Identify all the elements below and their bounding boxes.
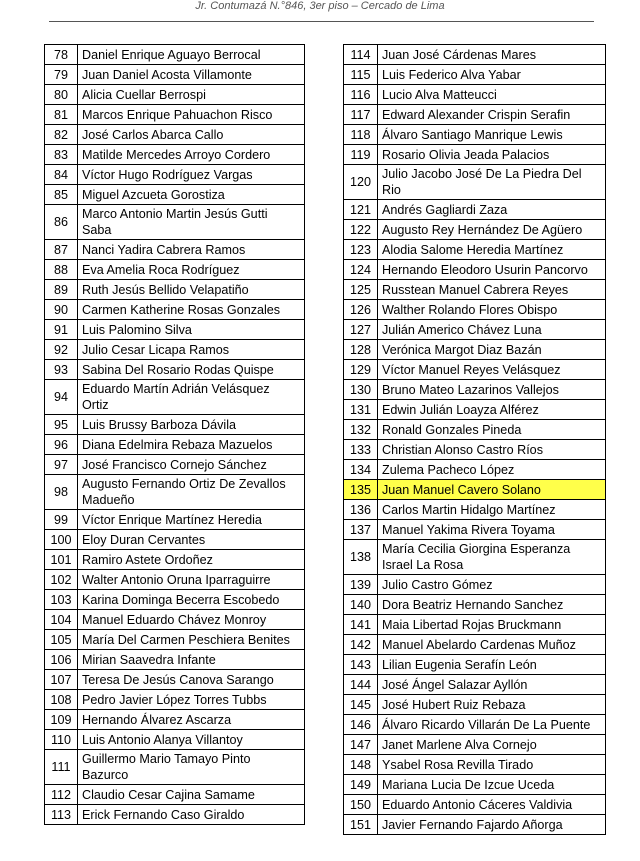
row-number: 141 bbox=[344, 615, 378, 635]
table-row bbox=[45, 750, 305, 785]
row-number: 109 bbox=[45, 710, 78, 730]
row-number: 131 bbox=[344, 400, 378, 420]
row-number: 92 bbox=[45, 340, 78, 360]
row-number: 118 bbox=[344, 125, 378, 145]
row-number: 121 bbox=[344, 200, 378, 220]
member-name: Rosario Olivia Jeada Palacios bbox=[378, 145, 606, 165]
header-rule bbox=[49, 21, 594, 22]
table-row bbox=[344, 655, 606, 675]
table-row bbox=[45, 650, 305, 670]
member-name: José Francisco Cornejo Sánchez bbox=[78, 455, 305, 475]
row-number: 84 bbox=[45, 165, 78, 185]
table-row bbox=[344, 145, 606, 165]
row-number: 95 bbox=[45, 415, 78, 435]
row-number: 143 bbox=[344, 655, 378, 675]
table-row bbox=[45, 415, 305, 435]
member-name bbox=[378, 165, 606, 200]
table-row bbox=[344, 260, 606, 280]
member-name: Nanci Yadira Cabrera Ramos bbox=[78, 240, 305, 260]
table-row bbox=[45, 45, 305, 65]
member-name: Janet Marlene Alva Cornejo bbox=[378, 735, 606, 755]
table-row bbox=[344, 400, 606, 420]
table-row bbox=[45, 205, 305, 240]
member-name: Lucio Alva Matteucci bbox=[378, 85, 606, 105]
row-number: 124 bbox=[344, 260, 378, 280]
member-name: Javier Fernando Fajardo Añorga bbox=[378, 815, 606, 835]
member-name: Lilian Eugenia Serafín León bbox=[378, 655, 606, 675]
member-name-line: Rio bbox=[382, 183, 401, 197]
member-name: Julio Cesar Licapa Ramos bbox=[78, 340, 305, 360]
member-name: Eloy Duran Cervantes bbox=[78, 530, 305, 550]
member-name-line: Bazurco bbox=[82, 768, 129, 782]
row-number: 129 bbox=[344, 360, 378, 380]
member-name: Matilde Mercedes Arroyo Cordero bbox=[78, 145, 305, 165]
member-name: Claudio Cesar Cajina Samame bbox=[78, 785, 305, 805]
table-row bbox=[45, 690, 305, 710]
member-name: Teresa De Jesús Canova Sarango bbox=[78, 670, 305, 690]
member-name: Sabina Del Rosario Rodas Quispe bbox=[78, 360, 305, 380]
row-number: 87 bbox=[45, 240, 78, 260]
row-number: 148 bbox=[344, 755, 378, 775]
table-row bbox=[344, 675, 606, 695]
member-name: Eva Amelia Roca Rodríguez bbox=[78, 260, 305, 280]
member-name: Carlos Martin Hidalgo Martínez bbox=[378, 500, 606, 520]
member-name: Luis Federico Alva Yabar bbox=[378, 65, 606, 85]
row-number: 117 bbox=[344, 105, 378, 125]
row-number: 128 bbox=[344, 340, 378, 360]
member-name: Daniel Enrique Aguayo Berrocal bbox=[78, 45, 305, 65]
row-number: 104 bbox=[45, 610, 78, 630]
table-row bbox=[344, 815, 606, 835]
member-name-line: María Cecilia Giorgina Esperanza bbox=[382, 542, 571, 556]
row-number: 99 bbox=[45, 510, 78, 530]
row-number: 140 bbox=[344, 595, 378, 615]
row-number: 142 bbox=[344, 635, 378, 655]
member-name-line: Marco Antonio Martin Jesús Gutti bbox=[82, 207, 268, 221]
member-name: Dora Beatriz Hernando Sanchez bbox=[378, 595, 606, 615]
table-row bbox=[344, 320, 606, 340]
table-row bbox=[45, 185, 305, 205]
table-row bbox=[344, 715, 606, 735]
member-name: María Del Carmen Peschiera Benites bbox=[78, 630, 305, 650]
row-number: 138 bbox=[344, 540, 378, 575]
member-name: Andrés Gagliardi Zaza bbox=[378, 200, 606, 220]
member-name-line: Augusto Fernando Ortiz De Zevallos bbox=[82, 477, 286, 491]
member-name-line: Eduardo Martín Adrián Velásquez bbox=[82, 382, 270, 396]
row-number: 93 bbox=[45, 360, 78, 380]
member-name: Juan Manuel Cavero Solano bbox=[378, 480, 606, 500]
member-name: Walther Rolando Flores Obispo bbox=[378, 300, 606, 320]
table-row bbox=[344, 360, 606, 380]
member-name: Luis Antonio Alanya Villantoy bbox=[78, 730, 305, 750]
row-number: 134 bbox=[344, 460, 378, 480]
member-name: Miguel Azcueta Gorostiza bbox=[78, 185, 305, 205]
member-name: Álvaro Santiago Manrique Lewis bbox=[378, 125, 606, 145]
table-row bbox=[45, 530, 305, 550]
member-name: Christian Alonso Castro Ríos bbox=[378, 440, 606, 460]
row-number: 102 bbox=[45, 570, 78, 590]
table-row bbox=[45, 670, 305, 690]
table-row bbox=[45, 610, 305, 630]
table-row bbox=[344, 65, 606, 85]
table-row bbox=[45, 300, 305, 320]
row-number: 123 bbox=[344, 240, 378, 260]
table-row bbox=[45, 280, 305, 300]
row-number: 82 bbox=[45, 125, 78, 145]
row-number: 88 bbox=[45, 260, 78, 280]
member-name: Erick Fernando Caso Giraldo bbox=[78, 805, 305, 825]
row-number: 133 bbox=[344, 440, 378, 460]
table-row bbox=[45, 165, 305, 185]
table-row bbox=[45, 590, 305, 610]
member-name: Hernando Álvarez Ascarza bbox=[78, 710, 305, 730]
member-name-line: Ortiz bbox=[82, 398, 109, 412]
table-row bbox=[45, 320, 305, 340]
member-name-line: Madueño bbox=[82, 493, 135, 507]
table-row bbox=[344, 165, 606, 200]
row-number: 103 bbox=[45, 590, 78, 610]
roster-table-left bbox=[44, 44, 305, 825]
member-name: Marcos Enrique Pahuachon Risco bbox=[78, 105, 305, 125]
row-number: 78 bbox=[45, 45, 78, 65]
row-number: 113 bbox=[45, 805, 78, 825]
row-number: 79 bbox=[45, 65, 78, 85]
member-name: Zulema Pacheco López bbox=[378, 460, 606, 480]
table-row bbox=[344, 480, 606, 500]
row-number: 125 bbox=[344, 280, 378, 300]
row-number: 139 bbox=[344, 575, 378, 595]
row-number: 80 bbox=[45, 85, 78, 105]
member-name: Augusto Rey Hernández De Agüero bbox=[378, 220, 606, 240]
table-row bbox=[344, 240, 606, 260]
member-name: Luis Brussy Barboza Dávila bbox=[78, 415, 305, 435]
table-row bbox=[344, 105, 606, 125]
row-number: 98 bbox=[45, 475, 78, 510]
table-row bbox=[45, 125, 305, 145]
row-number: 106 bbox=[45, 650, 78, 670]
member-name: Eduardo Antonio Cáceres Valdivia bbox=[378, 795, 606, 815]
member-name bbox=[378, 540, 606, 575]
row-number: 81 bbox=[45, 105, 78, 125]
member-name: Alodia Salome Heredia Martínez bbox=[378, 240, 606, 260]
member-name: José Hubert Ruiz Rebaza bbox=[378, 695, 606, 715]
row-number: 127 bbox=[344, 320, 378, 340]
row-number: 96 bbox=[45, 435, 78, 455]
member-name-line: Julio Jacobo José De La Piedra Del bbox=[382, 167, 582, 181]
member-name: Víctor Hugo Rodríguez Vargas bbox=[78, 165, 305, 185]
row-number: 122 bbox=[344, 220, 378, 240]
row-number: 151 bbox=[344, 815, 378, 835]
table-row bbox=[344, 795, 606, 815]
row-number: 116 bbox=[344, 85, 378, 105]
member-name: Manuel Yakima Rivera Toyama bbox=[378, 520, 606, 540]
member-name-line: Israel La Rosa bbox=[382, 558, 464, 572]
row-number: 132 bbox=[344, 420, 378, 440]
row-number: 144 bbox=[344, 675, 378, 695]
member-name: Alicia Cuellar Berrospi bbox=[78, 85, 305, 105]
table-row bbox=[344, 85, 606, 105]
table-row bbox=[45, 360, 305, 380]
table-row bbox=[344, 380, 606, 400]
table-row bbox=[45, 570, 305, 590]
row-number: 120 bbox=[344, 165, 378, 200]
roster-table-right bbox=[343, 44, 606, 835]
table-row bbox=[45, 710, 305, 730]
member-name: Edward Alexander Crispin Serafin bbox=[378, 105, 606, 125]
member-name: Ysabel Rosa Revilla Tirado bbox=[378, 755, 606, 775]
member-name: Bruno Mateo Lazarinos Vallejos bbox=[378, 380, 606, 400]
table-row bbox=[344, 755, 606, 775]
member-name bbox=[78, 475, 305, 510]
member-name: Juan José Cárdenas Mares bbox=[378, 45, 606, 65]
member-name: José Ángel Salazar Ayllón bbox=[378, 675, 606, 695]
row-number: 85 bbox=[45, 185, 78, 205]
member-name: Luis Palomino Silva bbox=[78, 320, 305, 340]
table-row bbox=[344, 280, 606, 300]
table-row bbox=[344, 775, 606, 795]
row-number: 136 bbox=[344, 500, 378, 520]
table-row bbox=[344, 635, 606, 655]
row-number: 101 bbox=[45, 550, 78, 570]
table-row bbox=[45, 510, 305, 530]
member-name: Víctor Manuel Reyes Velásquez bbox=[378, 360, 606, 380]
member-name: Edwin Julián Loayza Alférez bbox=[378, 400, 606, 420]
table-row bbox=[45, 805, 305, 825]
member-name: Manuel Abelardo Cardenas Muñoz bbox=[378, 635, 606, 655]
member-name: Diana Edelmira Rebaza Mazuelos bbox=[78, 435, 305, 455]
row-number: 146 bbox=[344, 715, 378, 735]
table-row bbox=[344, 440, 606, 460]
row-number: 111 bbox=[45, 750, 78, 785]
member-name: Julio Castro Gómez bbox=[378, 575, 606, 595]
table-row bbox=[344, 220, 606, 240]
member-name: Walter Antonio Oruna Iparraguirre bbox=[78, 570, 305, 590]
row-number: 112 bbox=[45, 785, 78, 805]
table-row bbox=[344, 125, 606, 145]
table-row bbox=[45, 380, 305, 415]
table-row bbox=[45, 630, 305, 650]
row-number: 135 bbox=[344, 480, 378, 500]
page-header-address: Jr. Contumazá N.°846, 3er piso – Cercado de Lima bbox=[195, 0, 445, 12]
table-row bbox=[344, 200, 606, 220]
member-name: Ramiro Astete Ordoñez bbox=[78, 550, 305, 570]
table-row bbox=[45, 435, 305, 455]
member-name bbox=[78, 750, 305, 785]
member-name-line: Guillermo Mario Tamayo Pinto bbox=[82, 752, 251, 766]
row-number: 108 bbox=[45, 690, 78, 710]
table-row bbox=[344, 540, 606, 575]
table-row bbox=[45, 475, 305, 510]
member-name: Verónica Margot Diaz Bazán bbox=[378, 340, 606, 360]
table-row bbox=[45, 105, 305, 125]
member-name: Julián Americo Chávez Luna bbox=[378, 320, 606, 340]
table-row bbox=[45, 455, 305, 475]
row-number: 105 bbox=[45, 630, 78, 650]
row-number: 100 bbox=[45, 530, 78, 550]
member-name: Hernando Eleodoro Usurin Pancorvo bbox=[378, 260, 606, 280]
row-number: 149 bbox=[344, 775, 378, 795]
table-row bbox=[344, 45, 606, 65]
table-row bbox=[45, 145, 305, 165]
table-row bbox=[45, 785, 305, 805]
member-name: Karina Dominga Becerra Escobedo bbox=[78, 590, 305, 610]
table-row bbox=[344, 595, 606, 615]
member-name: Álvaro Ricardo Villarán De La Puente bbox=[378, 715, 606, 735]
table-row bbox=[344, 615, 606, 635]
member-name: José Carlos Abarca Callo bbox=[78, 125, 305, 145]
member-name-line: Saba bbox=[82, 223, 112, 237]
row-number: 110 bbox=[45, 730, 78, 750]
table-row bbox=[344, 735, 606, 755]
row-number: 107 bbox=[45, 670, 78, 690]
member-name: Manuel Eduardo Chávez Monroy bbox=[78, 610, 305, 630]
row-number: 145 bbox=[344, 695, 378, 715]
row-number: 137 bbox=[344, 520, 378, 540]
table-row bbox=[45, 85, 305, 105]
member-name: Carmen Katherine Rosas Gonzales bbox=[78, 300, 305, 320]
table-row bbox=[45, 260, 305, 280]
member-name: Mariana Lucia De Izcue Uceda bbox=[378, 775, 606, 795]
table-row bbox=[344, 420, 606, 440]
table-row bbox=[344, 500, 606, 520]
row-number: 119 bbox=[344, 145, 378, 165]
table-row bbox=[344, 520, 606, 540]
row-number: 83 bbox=[45, 145, 78, 165]
member-name: Víctor Enrique Martínez Heredia bbox=[78, 510, 305, 530]
member-name: Ruth Jesús Bellido Velapatiño bbox=[78, 280, 305, 300]
member-name bbox=[78, 380, 305, 415]
row-number: 130 bbox=[344, 380, 378, 400]
member-name: Mirian Saavedra Infante bbox=[78, 650, 305, 670]
table-row bbox=[344, 460, 606, 480]
row-number: 86 bbox=[45, 205, 78, 240]
member-name: Russtean Manuel Cabrera Reyes bbox=[378, 280, 606, 300]
table-row bbox=[344, 575, 606, 595]
table-row bbox=[344, 695, 606, 715]
table-row bbox=[45, 65, 305, 85]
table-row bbox=[45, 550, 305, 570]
row-number: 126 bbox=[344, 300, 378, 320]
member-name: Ronald Gonzales Pineda bbox=[378, 420, 606, 440]
row-number: 89 bbox=[45, 280, 78, 300]
row-number: 115 bbox=[344, 65, 378, 85]
row-number: 147 bbox=[344, 735, 378, 755]
row-number: 94 bbox=[45, 380, 78, 415]
table-row bbox=[344, 300, 606, 320]
row-number: 150 bbox=[344, 795, 378, 815]
member-name bbox=[78, 205, 305, 240]
row-number: 97 bbox=[45, 455, 78, 475]
table-row bbox=[45, 240, 305, 260]
row-number: 114 bbox=[344, 45, 378, 65]
member-name: Pedro Javier López Torres Tubbs bbox=[78, 690, 305, 710]
row-number: 90 bbox=[45, 300, 78, 320]
member-name: Maia Libertad Rojas Bruckmann bbox=[378, 615, 606, 635]
table-row bbox=[45, 340, 305, 360]
row-number: 91 bbox=[45, 320, 78, 340]
table-row bbox=[344, 340, 606, 360]
member-name: Juan Daniel Acosta Villamonte bbox=[78, 65, 305, 85]
table-row bbox=[45, 730, 305, 750]
